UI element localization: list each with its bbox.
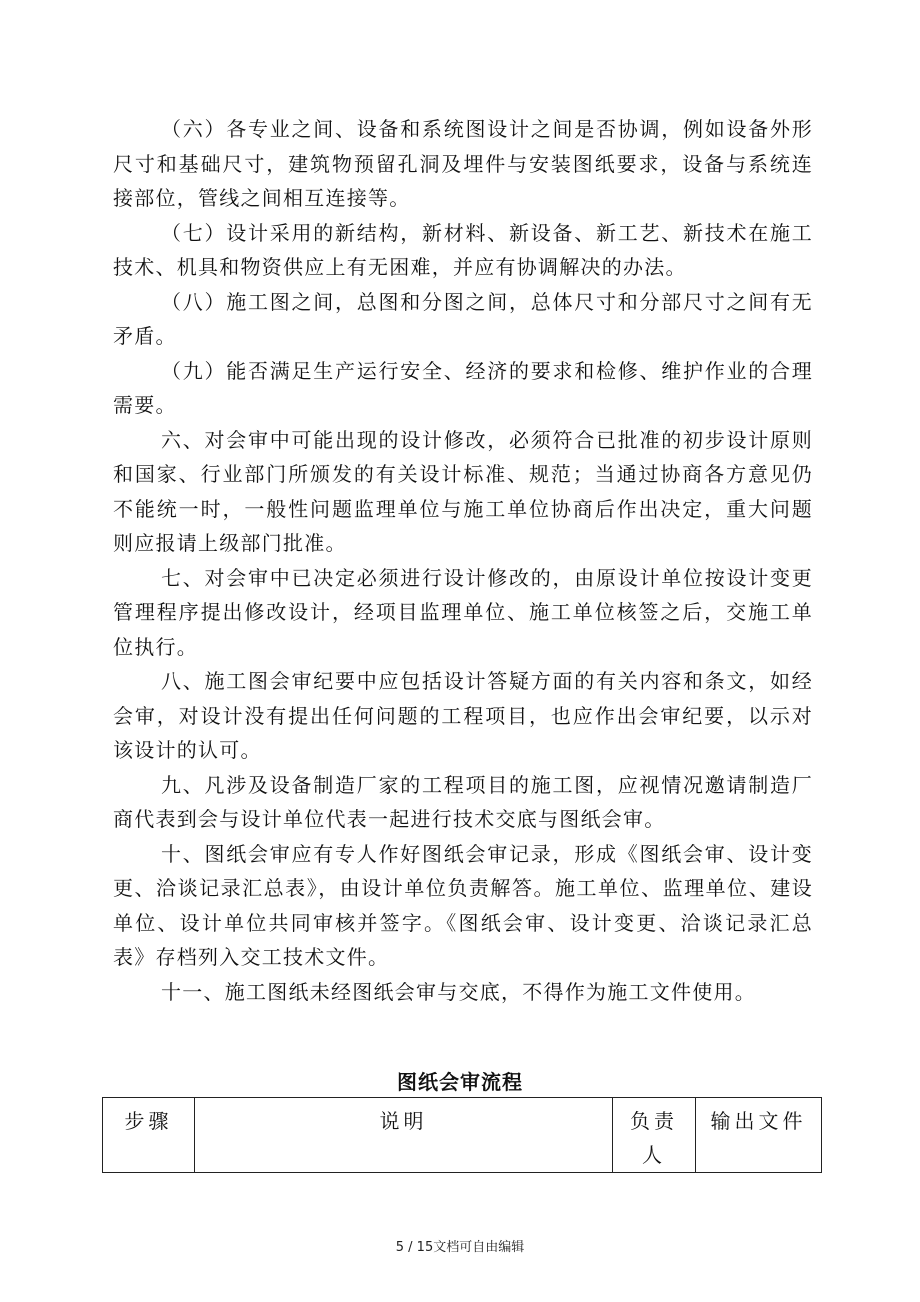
review-process-table [102,1097,822,1173]
table-title: 图纸会审流程 [397,1070,523,1094]
paragraph-item-6-design-coordination: （六）各专业之间、设备和系统图设计之间是否协调，例如设备外形尺寸和基础尺寸，建筑物预留孔洞及埋件与安装图纸要求，设备与系统连接部位，管线之间相互连接等。 [113,117,813,210]
paragraph-section-10-review-records: 十、图纸会审应有专人作好图纸会审记录，形成《图纸会审、设计变更、洽谈记录汇总表》，由设计单位负责解答。施工单位、监理单位、建设单位、设计单位共同审核并签字。《图纸会审、设计变更、洽谈记录汇总表》存档列入交工技术文件。 [113,841,813,969]
header-output: 输出文件 [696,1098,822,1173]
body-text [113,112,813,1009]
header-description: 说明 [195,1098,613,1173]
header-responsible: 负责人 [613,1098,696,1173]
paragraph-section-9-manufacturers: 九、凡涉及设备制造厂家的工程项目的施工图，应视情况邀请制造厂商代表到会与设计单位代表一起进行技术交底与图纸会审。 [113,772,813,831]
paragraph-item-9-operation-safety: （九）能否满足生产运行安全、经济的要求和检修、维护作业的合理需要。 [113,358,813,417]
header-step: 步骤 [103,1098,195,1173]
paragraph-item-7-new-technology: （七）设计采用的新结构，新材料、新设备、新工艺、新技术在施工技术、机具和物资供应上有无困难，并应有协调解决的办法。 [113,220,813,279]
paragraph-section-11-usage-restriction: 十一、施工图纸未经图纸会审与交底，不得作为施工文件使用。 [161,979,756,1004]
paragraph-section-7-modification-procedure: 七、对会审中已决定必须进行设计修改的，由原设计单位按设计变更管理程序提出修改设计，经项目监理单位、施工单位核签之后，交施工单位执行。 [113,565,813,659]
paragraph-item-8-drawing-consistency: （八）施工图之间，总图和分图之间，总体尺寸和分部尺寸之间有无矛盾。 [113,289,813,348]
table-header-row [103,1098,822,1173]
page-footer: 5 / 15文档可自由编辑 [395,1240,525,1255]
paragraph-section-6-design-modification: 六、对会审中可能出现的设计修改，必须符合已批准的初步设计原则和国家、行业部门所颁发的有关设计标准、规范；当通过协商各方意见仍不能统一时，一般性问题监理单位与施工单位协商后作出决定，重大问题则应报请上级部门批准。 [113,427,813,555]
paragraph-section-8-review-minutes: 八、施工图会审纪要中应包括设计答疑方面的有关内容和条文，如经会审，对设计没有提出任何问题的工程项目，也应作出会审纪要，以示对该设计的认可。 [113,669,813,762]
